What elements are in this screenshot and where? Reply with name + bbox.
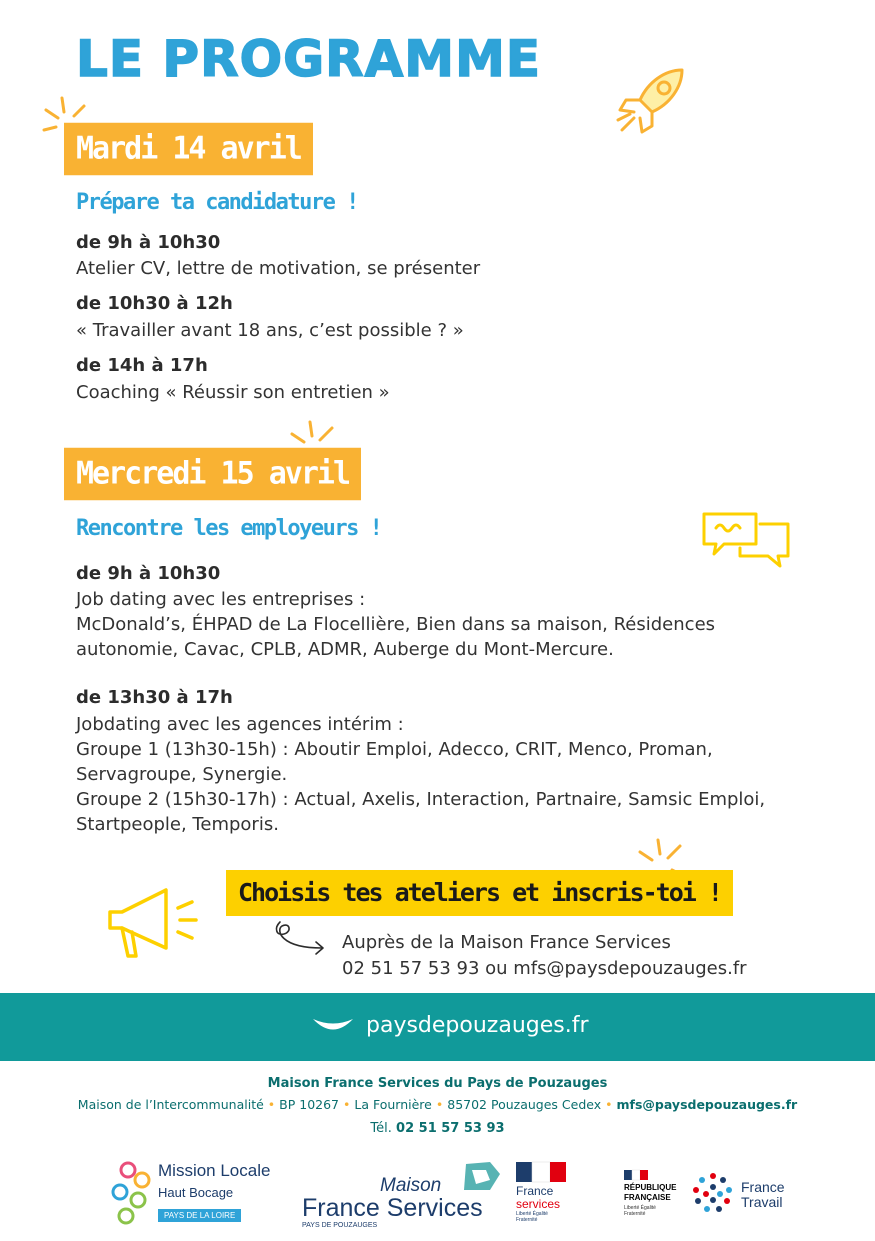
addr-part: 85702 Pouzauges Cedex <box>447 1097 602 1112</box>
republique-name: RÉPUBLIQUE FRANÇAISE <box>624 1183 677 1202</box>
mission-locale-sub: Haut Bocage <box>158 1185 234 1200</box>
addr-part: La Fournière <box>354 1097 432 1112</box>
slot-text: Jobdating avec les agences intérim : <box>76 714 404 735</box>
footer-phone <box>0 1121 875 1136</box>
footer-address: Maison de l’Intercommunalité • BP 10267 • La Fournière • 85702 Pouzauges Cedex • mfs@paysdepouzauges.fr <box>77 1097 798 1112</box>
day-banner-mercredi: Mercredi 15 avril <box>64 448 361 501</box>
slot-time: de 10h30 à 12h <box>76 293 233 314</box>
maison-fs-logo-icon <box>456 1160 504 1194</box>
maison-fs-pays: PAYS DE POUZAUGES <box>302 1222 378 1229</box>
addr-part: BP 10267 <box>279 1097 340 1112</box>
slot-text: Atelier CV, lettre de motivation, se présenter <box>76 258 481 279</box>
tel-number: 02 51 57 53 93 <box>396 1121 505 1136</box>
addr-part: Maison de l’Intercommunalité <box>77 1097 264 1112</box>
slot-text: Job dating avec les entreprises : <box>76 589 366 610</box>
slot-time: de 9h à 10h30 <box>76 232 221 253</box>
france-travail-word2: Travail <box>741 1194 783 1210</box>
slot-text: Groupe 1 (13h30-15h) : Aboutir Emploi, Adecco, CRIT, Menco, Proman, <box>76 739 713 760</box>
subtitle-prepare: Prépare ta candidature ! <box>76 190 358 215</box>
contact-line: 02 51 57 53 93 ou mfs@paysdepouzauges.fr <box>342 958 747 979</box>
curved-arrow-icon <box>272 918 334 958</box>
subtitle-rencontre: Rencontre les employeurs ! <box>76 516 382 541</box>
website-link[interactable]: paysdepouzauges.fr <box>366 1013 589 1038</box>
page-title: LE PROGRAMME <box>76 30 541 88</box>
france-services-word: France <box>516 1184 554 1198</box>
slot-text: Startpeople, Temporis. <box>76 814 279 835</box>
france-travail-word: France <box>741 1179 785 1195</box>
mission-locale-logo-icon <box>108 1158 154 1228</box>
contact-info <box>342 930 747 982</box>
rocket-icon <box>610 62 690 142</box>
slot-time: de 14h à 17h <box>76 355 208 376</box>
cta-banner: Choisis tes ateliers et inscris-toi ! <box>226 870 733 916</box>
slot-text: Coaching « Réussir son entretien » <box>76 382 390 403</box>
slot-time: de 13h30 à 17h <box>76 687 233 708</box>
slot-time: de 9h à 10h30 <box>76 563 221 584</box>
tel-label: Tél. <box>370 1121 392 1136</box>
republique-motto: Liberté Égalité Fraternité <box>624 1205 656 1217</box>
marianne-flag-icon <box>624 1170 648 1180</box>
france-services-word2: services <box>516 1197 561 1211</box>
france-services-motto: Liberté Égalité Fraternité <box>516 1211 548 1223</box>
slot-text: Groupe 2 (15h30-17h) : Actual, Axelis, Interaction, Partnaire, Samsic Emploi, <box>76 789 766 810</box>
megaphone-icon <box>100 882 200 966</box>
footer-title: Maison France Services du Pays de Pouzauges <box>267 1076 608 1091</box>
mission-locale-name: Mission Locale <box>158 1161 271 1180</box>
chat-bubbles-icon <box>700 510 792 568</box>
slot-text: autonomie, Cavac, CPLB, ADMR, Auberge du Mont-Mercure. <box>76 639 614 660</box>
marianne-icon <box>516 1162 566 1182</box>
maison-fs-word: Maison <box>380 1175 442 1196</box>
france-travail-logo-icon <box>690 1170 736 1216</box>
slot-text: McDonald’s, ÉHPAD de La Flocellière, Bien dans sa maison, Résidences <box>76 614 716 635</box>
slot-text: Servagroupe, Synergie. <box>76 764 288 785</box>
smile-icon <box>310 1014 356 1038</box>
day-banner-mardi: Mardi 14 avril <box>64 123 313 176</box>
maison-fs-name: France Services <box>302 1194 483 1222</box>
mission-locale-region: PAYS DE LA LOIRE <box>158 1209 241 1222</box>
footer-email[interactable]: mfs@paysdepouzauges.fr <box>616 1097 798 1112</box>
contact-line: Auprès de la Maison France Services <box>342 932 671 953</box>
slot-text: « Travailler avant 18 ans, c’est possible ? » <box>76 320 464 341</box>
